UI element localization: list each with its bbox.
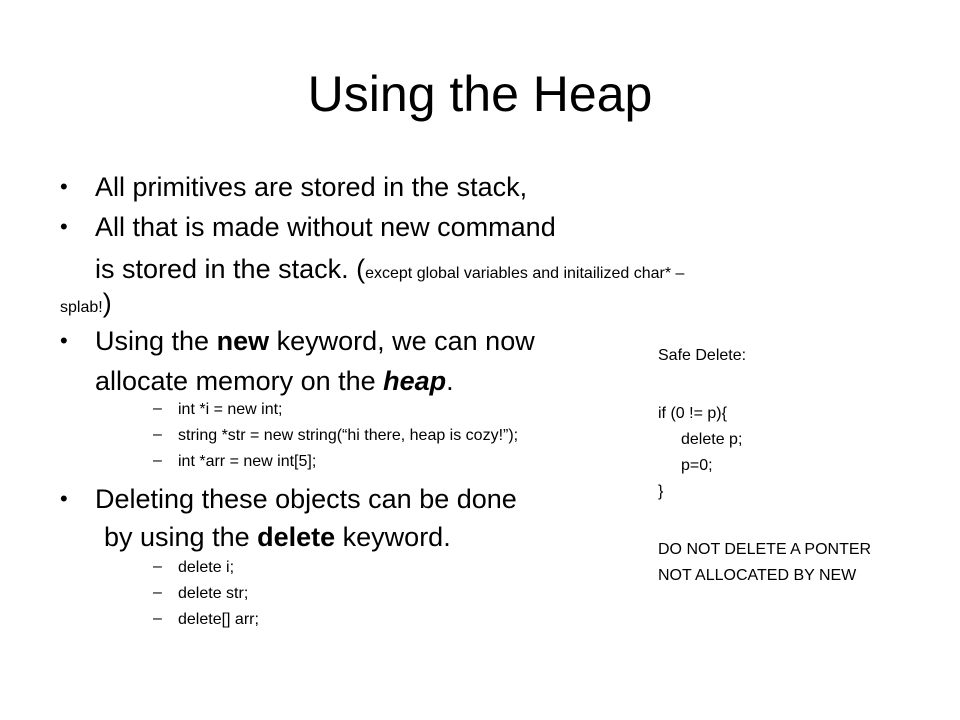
code-delete-arr: delete[] arr;: [178, 611, 259, 628]
safe-delete-null: p=0;: [681, 457, 713, 474]
bullet-without-new: All that is made without new command: [95, 212, 556, 242]
bullet-symbol: •: [60, 214, 68, 239]
slide-title: Using the Heap: [307, 66, 653, 122]
code-new-array: int *arr = new int[5];: [178, 453, 317, 470]
dash: –: [153, 426, 162, 443]
safe-delete-if: if (0 != p){: [658, 405, 727, 422]
bullet-symbol: •: [60, 486, 68, 511]
exception-wrap: [60, 286, 112, 325]
bullet-symbol: •: [60, 174, 68, 199]
alloc-pre: allocate memory on the: [95, 366, 384, 396]
dash: –: [153, 610, 162, 627]
new-rest: keyword, we can now: [269, 326, 535, 356]
warning-line-1: DO NOT DELETE A PONTER: [658, 541, 872, 558]
delete-post: keyword.: [335, 522, 451, 552]
new-intro: Using the: [95, 326, 217, 356]
safe-delete-close: }: [658, 483, 664, 500]
close-paren: ): [102, 288, 112, 318]
safe-delete-delete: delete p;: [681, 431, 743, 448]
exception-note: except global variables and initailized char* –: [365, 265, 685, 282]
exception-wrap-text: splab!: [60, 299, 103, 316]
new-keyword: new: [216, 326, 270, 356]
code-new-string: string *str = new string(“hi there, heap is cozy!”);: [178, 427, 519, 444]
dash: –: [153, 452, 162, 469]
code-delete-i: delete i;: [178, 559, 235, 576]
bullet-new-keyword: [95, 324, 535, 358]
stack-text: is stored in the stack. (: [95, 254, 366, 284]
code-delete-str: delete str;: [178, 585, 249, 602]
dash: –: [153, 558, 162, 575]
safe-delete-heading: Safe Delete:: [658, 347, 747, 364]
delete-line: [104, 520, 451, 554]
warning-line-2: NOT ALLOCATED BY NEW: [658, 567, 857, 584]
dash: –: [153, 400, 162, 417]
delete-pre: by using the: [104, 522, 258, 552]
bullet-primitives: All primitives are stored in the stack,: [95, 172, 528, 202]
bullet-without-new-continued: [95, 252, 684, 291]
dash: –: [153, 584, 162, 601]
allocate-line: [95, 364, 454, 398]
bullet-symbol: •: [60, 328, 68, 353]
alloc-post: .: [446, 366, 454, 396]
heap-keyword: heap: [383, 366, 447, 396]
delete-keyword: delete: [257, 522, 336, 552]
code-new-int: int *i = new int;: [178, 401, 283, 418]
bullet-deleting: Deleting these objects can be done: [95, 484, 517, 514]
